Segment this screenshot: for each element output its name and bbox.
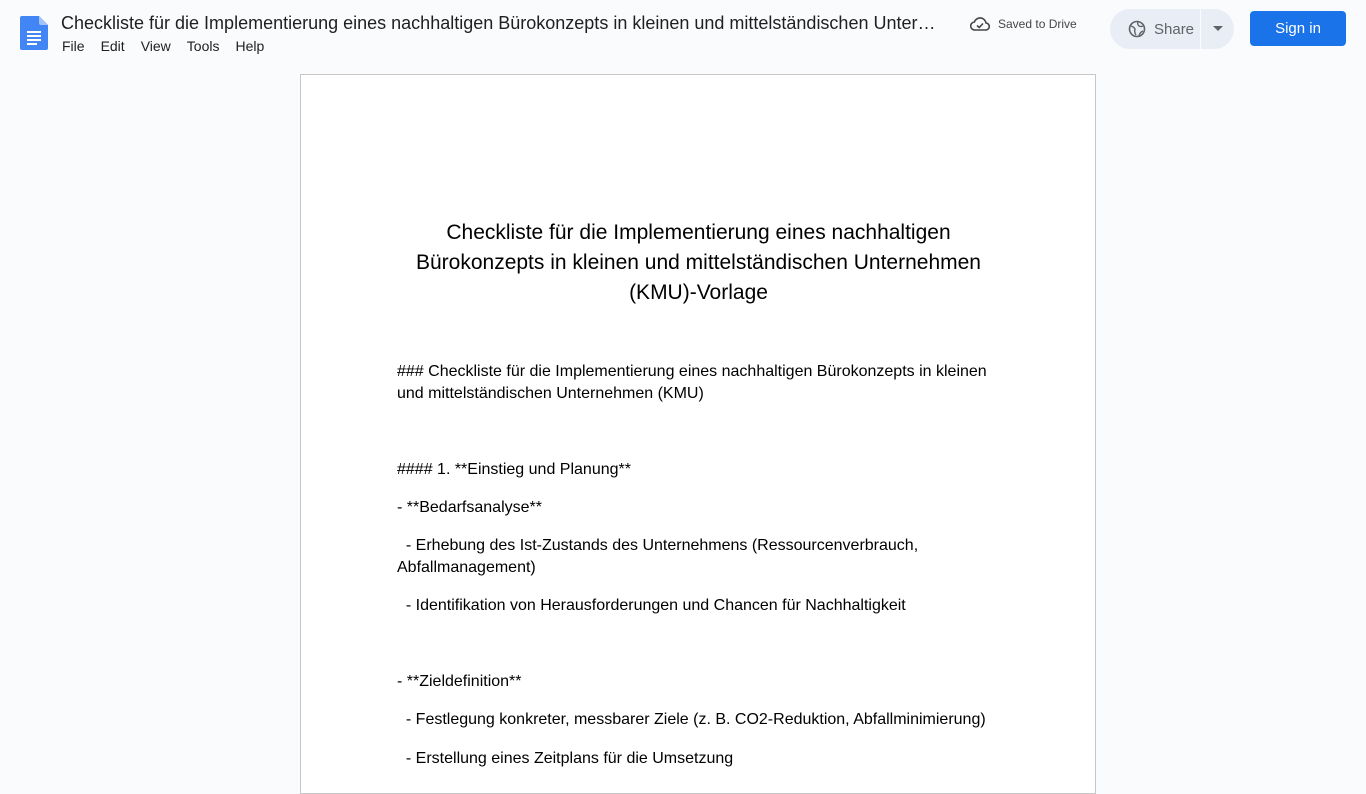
cloud-done-icon: [970, 16, 990, 32]
google-docs-icon[interactable]: [20, 16, 48, 50]
menu-edit[interactable]: Edit: [100, 38, 125, 54]
menu-help[interactable]: Help: [235, 38, 265, 54]
document-title[interactable]: Checkliste für die Implementierung eines nachhaltigen Bürokonzepts in kleinen und mittelständischen Unter…: [61, 13, 936, 33]
paragraph: - Erhebung des Ist-Zustands des Unternehmens (Ressourcenverbrauch, Abfallmanagement): [397, 537, 922, 576]
paragraph: - Identifikation von Herausforderungen und Chancen für Nachhaltigkeit: [397, 597, 906, 614]
share-label: Share: [1154, 20, 1195, 38]
save-status-label: Saved to Drive: [998, 17, 1077, 31]
menu-file[interactable]: File: [62, 38, 85, 54]
share-button[interactable]: [1110, 9, 1200, 49]
save-status[interactable]: [970, 14, 1077, 34]
share-group: [1110, 9, 1234, 49]
paragraph: #### 1. **Einstieg und Planung**: [397, 461, 631, 478]
globe-icon: [1128, 20, 1146, 38]
paragraph: - **Bedarfsanalyse**: [397, 499, 542, 516]
caret-down-icon: [1213, 26, 1223, 32]
paragraph: - Festlegung konkreter, messbarer Ziele (z. B. CO2-Reduktion, Abfallminimierung): [397, 711, 986, 728]
document-page[interactable]: [300, 74, 1096, 794]
menu-tools[interactable]: Tools: [186, 38, 220, 54]
menu-bar: [54, 36, 272, 56]
paragraph: - Erstellung eines Zeitplans für die Umsetzung: [397, 750, 734, 767]
top-bar: [0, 0, 1366, 64]
paragraph: - **Zieldefinition**: [397, 673, 522, 690]
menu-view[interactable]: View: [140, 38, 171, 54]
share-options-button[interactable]: [1201, 9, 1234, 49]
sign-in-button[interactable]: Sign in: [1250, 11, 1346, 46]
paragraph: ### Checkliste für die Implementierung eines nachhaltigen Bürokonzepts in kleinen und mittelständischen Unternehmen (KMU): [397, 363, 992, 402]
document-heading: Checkliste für die Implementierung eines nachhaltigen Bürokonzepts in kleinen und mittelständischen Unternehmen (KMU)-Vorlage: [415, 221, 981, 304]
